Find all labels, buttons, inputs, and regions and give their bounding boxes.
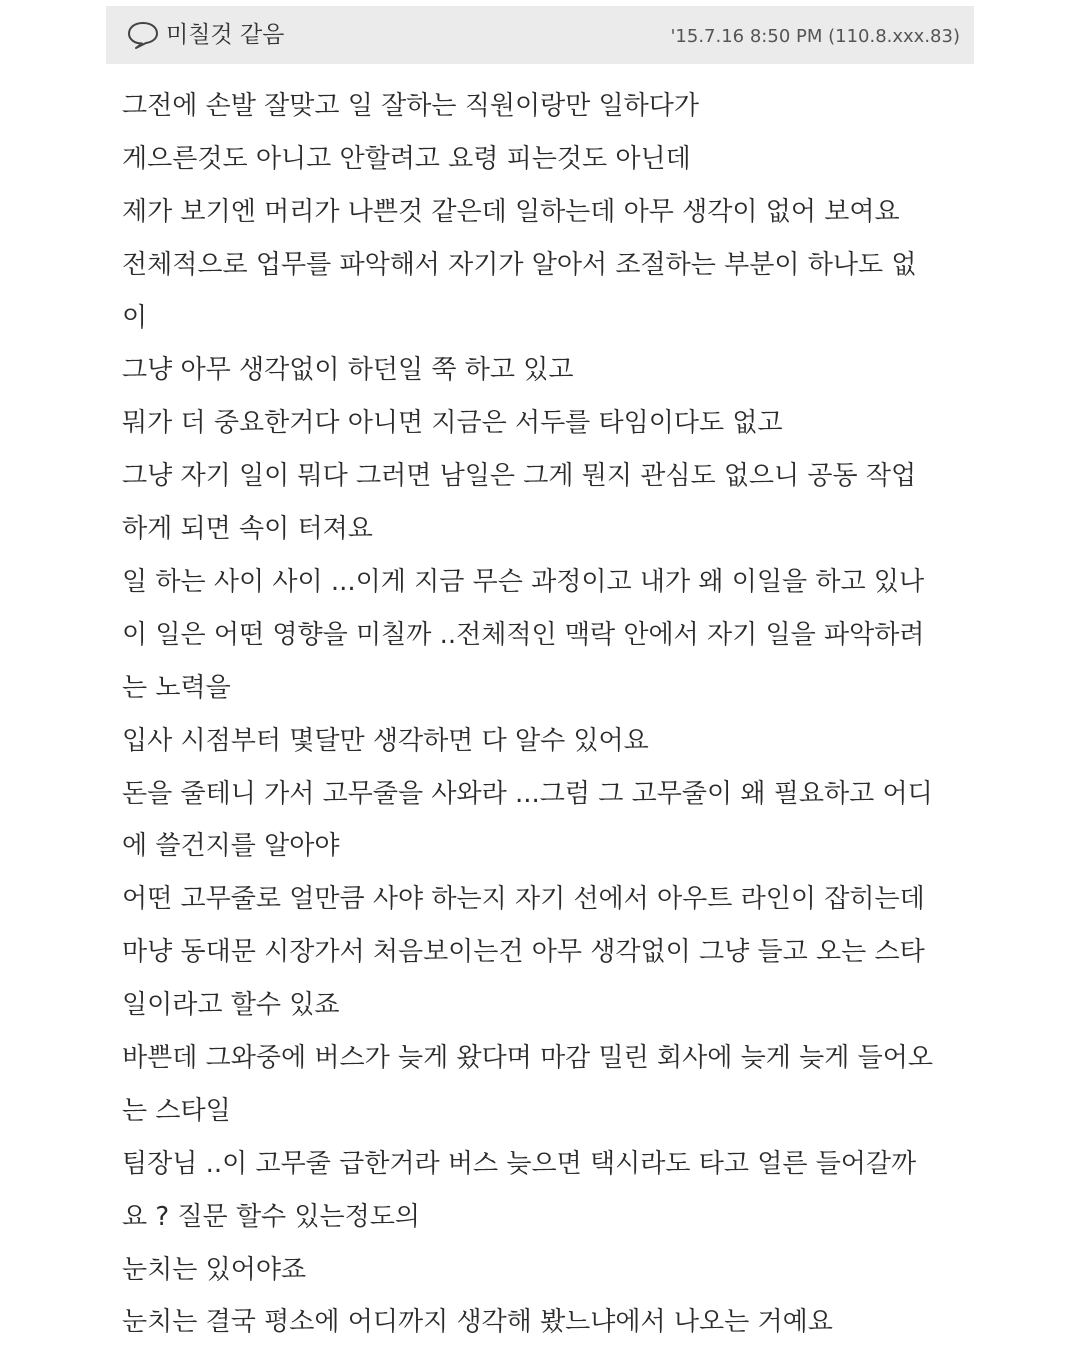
comment-line: 바쁜데 그와중에 버스가 늦게 왔다며 마감 밀린 회사에 늦게 늦게 들어오	[122, 1043, 934, 1074]
comment-header	[106, 6, 974, 64]
comment-line: 뭐가 더 중요한거다 아니면 지금은 서두를 타임이다도 없고	[122, 408, 783, 439]
comment-line: 이 일은 어떤 영향을 미칠까 ..전체적인 맥락 안에서 자기 일을 파악하려	[122, 619, 925, 650]
comment-line: 는 노력을	[122, 672, 231, 703]
comment-line: 일이라고 할수 있죠	[122, 990, 340, 1021]
speech-bubble-icon	[126, 20, 160, 50]
comment-line: 전체적으로 업무를 파악해서 자기가 알아서 조절하는 부분이 하나도 없	[122, 249, 917, 280]
comment-line: 일 하는 사이 사이 ...이게 지금 무슨 과정이고 내가 왜 이일을 하고 있나	[122, 567, 925, 598]
comment-line: 하게 되면 속이 터져요	[122, 514, 373, 545]
comment-line: 제가 보기엔 머리가 나쁜것 같은데 일하는데 아무 생각이 없어 보여요	[122, 196, 900, 227]
comment-line: 돈을 줄테니 가서 고무줄을 사와라 ...그럼 그 고무줄이 왜 필요하고 어디	[122, 778, 933, 809]
comment-line: 게으른것도 아니고 안할려고 요령 피는것도 아닌데	[122, 143, 691, 174]
comment-author: 미칠것 같음	[166, 22, 285, 48]
comment-line: 그냥 아무 생각없이 하던일 쭉 하고 있고	[122, 355, 574, 386]
comment-line: 는 스타일	[122, 1095, 231, 1126]
comment-line: 그전에 손발 잘맞고 일 잘하는 직원이랑만 일하다가	[122, 91, 700, 121]
comment-line: 이	[122, 302, 148, 333]
comment-line: 팀장님 ..이 고무줄 급한거라 버스 늦으면 택시라도 타고 얼른 들어갈까	[122, 1148, 917, 1179]
comment-line: 눈치는 결국 평소에 어디까지 생각해 봤느냐에서 나오는 거예요	[122, 1307, 833, 1338]
comment-line: 마냥 동대문 시장가서 처음보이는건 아무 생각없이 그냥 들고 오는 스타	[122, 937, 925, 968]
comment-line: 요 ? 질문 할수 있는정도의	[122, 1201, 421, 1232]
comment-body	[122, 80, 962, 1349]
comment-line: 에 쓸건지를 알아야	[122, 831, 340, 862]
comment-meta: '15.7.16 8:50 PM (110.8.xxx.83)	[670, 26, 960, 47]
comment-line: 눈치는 있어야죠	[122, 1254, 307, 1285]
comment-line: 입사 시점부터 몇달만 생각하면 다 알수 있어요	[122, 725, 649, 756]
comment-line: 그냥 자기 일이 뭐다 그러면 남일은 그게 뭔지 관심도 없으니 공동 작업	[122, 461, 917, 492]
comment-line: 어떤 고무줄로 얼만큼 사야 하는지 자기 선에서 아우트 라인이 잡히는데	[122, 884, 925, 915]
